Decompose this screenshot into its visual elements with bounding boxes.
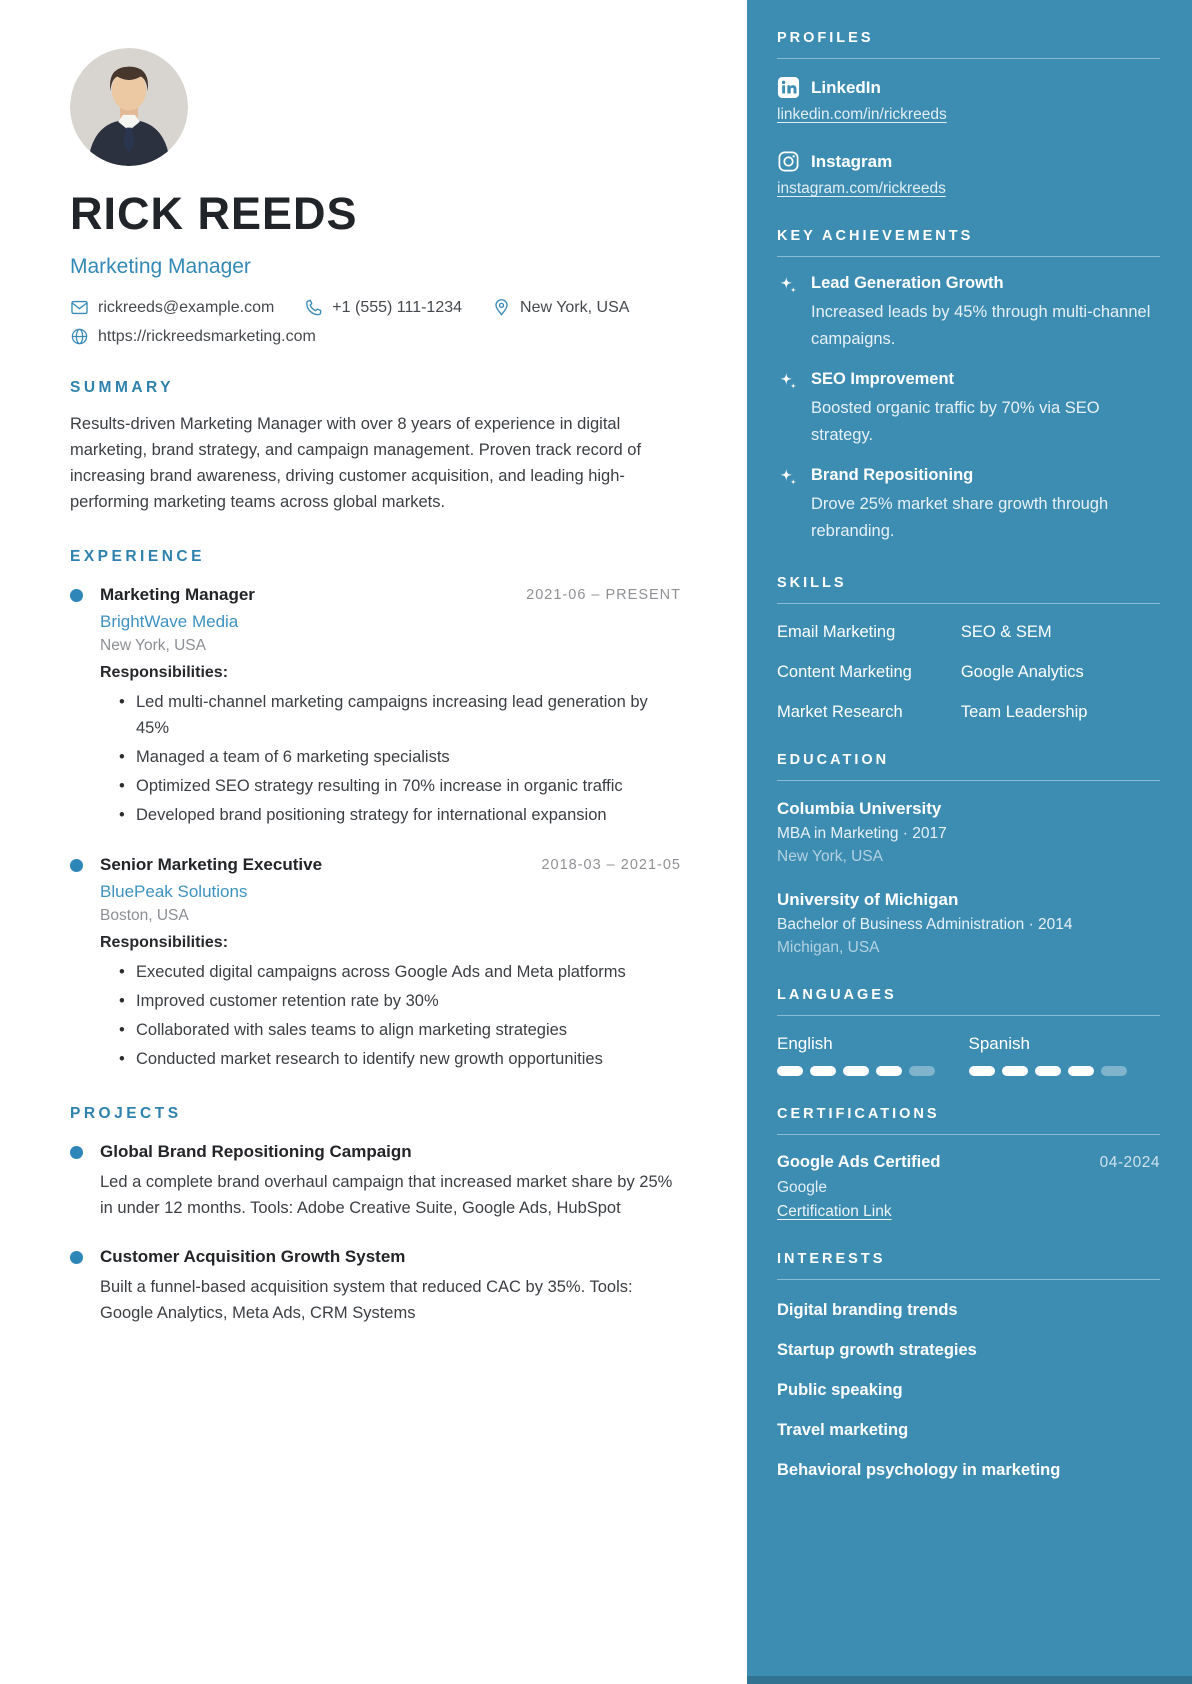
language-level-segment (843, 1066, 869, 1076)
education-degree: MBA in Marketing · 2017 (777, 825, 947, 842)
project-name: Customer Acquisition Growth System (100, 1247, 406, 1266)
job-location: Boston, USA (100, 907, 189, 924)
skills-grid (777, 623, 1160, 722)
contact-website[interactable] (70, 327, 316, 346)
achievement-item (777, 466, 1160, 545)
certification-name: Google Ads Certified (777, 1153, 941, 1171)
language-level-segment (1068, 1066, 1094, 1076)
job-bullet-list (70, 689, 681, 828)
skills-section (777, 575, 1160, 722)
project-item (70, 1142, 681, 1221)
job-bullet: • Conducted market research to identify new growth opportunities (136, 1046, 681, 1072)
email-icon (70, 298, 89, 317)
achievement-name: SEO Improvement (811, 370, 955, 388)
language-level-segment (1035, 1066, 1061, 1076)
section-divider (777, 256, 1160, 257)
job-bullet: • Executed digital campaigns across Google Ads and Meta platforms (136, 959, 681, 985)
skill-item: Email Marketing (777, 623, 896, 641)
globe-icon (70, 327, 89, 346)
experience-section-title: EXPERIENCE (70, 548, 205, 565)
sparkle-icon (777, 370, 799, 392)
project-name: Global Brand Repositioning Campaign (100, 1142, 412, 1161)
skill-item: Content Marketing (777, 663, 912, 681)
achievements-section-title: KEY ACHIEVEMENTS (777, 228, 974, 244)
language-level-bars (777, 1066, 969, 1076)
summary-section-title: SUMMARY (70, 379, 175, 396)
contact-location (492, 298, 629, 317)
job-dates: 2018-03 – 2021-05 (541, 857, 681, 873)
job-bullet-list (70, 959, 681, 1072)
language-level-segment (777, 1066, 803, 1076)
profile-photo (70, 48, 188, 166)
job-header (70, 585, 681, 605)
sidebar (747, 0, 1192, 1684)
achievement-description: Increased leads by 45% through multi-channel campaigns. (811, 303, 1151, 348)
section-divider (777, 1134, 1160, 1135)
language-name: English (777, 1034, 833, 1053)
languages-grid (777, 1034, 1160, 1076)
project-header (70, 1142, 681, 1162)
section-divider (777, 1015, 1160, 1016)
interest-item: Public speaking (777, 1381, 903, 1399)
project-item (70, 1247, 681, 1326)
language-level-segment (909, 1066, 935, 1076)
profile-linkedin (777, 76, 1160, 124)
instagram-icon (777, 150, 800, 173)
achievements-section (777, 228, 1160, 545)
skill-item: Google Analytics (960, 663, 1084, 681)
interests-section (777, 1251, 1160, 1480)
skill-item: Market Research (777, 703, 903, 721)
responsibilities-label: Responsibilities: (100, 934, 229, 951)
language-level-segment (1101, 1066, 1127, 1076)
education-location: New York, USA (777, 848, 883, 865)
achievement-item (777, 274, 1160, 353)
project-header (70, 1247, 681, 1267)
language-level-segment (969, 1066, 995, 1076)
education-item (777, 890, 1160, 957)
sparkle-icon (777, 466, 799, 488)
job-bullet: • Managed a team of 6 marketing specialists (136, 744, 681, 770)
skill-item: SEO & SEM (960, 623, 1052, 641)
bullet-dot-icon (70, 1146, 83, 1159)
section-divider (777, 1279, 1160, 1280)
achievement-description: Drove 25% market share growth through rebranding. (811, 495, 1109, 540)
job-bullet: • Optimized SEO strategy resulting in 70% increase in organic traffic (136, 773, 681, 799)
certification-issuer: Google (777, 1179, 827, 1196)
job-bullet: • Developed brand positioning strategy for international expansion (136, 802, 681, 828)
job-title: Marketing Manager (70, 255, 251, 278)
language-level-segment (810, 1066, 836, 1076)
contact-website-value[interactable]: https://rickreedsmarketing.com (98, 327, 316, 345)
projects-section-title: PROJECTS (70, 1105, 182, 1122)
responsibilities-label: Responsibilities: (100, 664, 229, 681)
sparkle-icon (777, 274, 799, 296)
phone-icon (304, 298, 323, 317)
interest-item: Travel marketing (777, 1421, 909, 1439)
bullet-dot-icon (70, 1251, 83, 1264)
education-item (777, 799, 1160, 866)
project-description: Led a complete brand overhaul campaign that increased market share by 25% in under 12 months. Tools: Adobe Creative Suite, Google Ads, HubSpot (100, 1173, 673, 1217)
interest-item: Startup growth strategies (777, 1341, 977, 1359)
contact-info (70, 298, 681, 346)
profile-network-label: Instagram (811, 151, 893, 171)
location-pin-icon (492, 298, 511, 317)
certification-link[interactable]: Certification Link (777, 1203, 892, 1220)
summary-text: Results-driven Marketing Manager with over 8 years of experience in digital marketing, brand strategy, and campaign management. Proven track record of increasing brand awareness, driving customer acquisition, and leading high-performing marketing teams across global markets. (70, 415, 642, 511)
language-level-bars (969, 1066, 1161, 1076)
languages-section-title: LANGUAGES (777, 987, 897, 1003)
project-description: Built a funnel-based acquisition system that reduced CAC by 35%. Tools: Google Analytics, Meta Ads, CRM Systems (100, 1278, 633, 1322)
interest-item: Behavioral psychology in marketing (777, 1461, 1061, 1479)
interests-section-title: INTERESTS (777, 1251, 886, 1267)
language-level-segment (1002, 1066, 1028, 1076)
job-bullet: • Collaborated with sales teams to align marketing strategies (136, 1017, 681, 1043)
languages-section (777, 987, 1160, 1076)
education-school: University of Michigan (777, 890, 959, 909)
profile-linkedin-link[interactable]: linkedin.com/in/rickreeds (777, 106, 947, 123)
skills-section-title: SKILLS (777, 575, 847, 591)
achievement-name: Brand Repositioning (811, 466, 974, 484)
interest-item: Digital branding trends (777, 1301, 958, 1319)
bullet-dot-icon (70, 859, 83, 872)
contact-phone-value: +1 (555) 111-1234 (332, 298, 463, 316)
section-divider (777, 780, 1160, 781)
job-location: New York, USA (100, 637, 206, 654)
education-section (777, 752, 1160, 957)
skill-item: Team Leadership (960, 703, 1088, 721)
certification-item (777, 1153, 1160, 1221)
avatar-illustration (70, 48, 188, 166)
contact-email-value: rickreeds@example.com (98, 298, 275, 316)
profile-network-label: LinkedIn (811, 77, 881, 97)
contact-email (70, 298, 274, 317)
profile-instagram (777, 150, 1160, 198)
job-dates: 2021-06 – PRESENT (526, 587, 681, 603)
profiles-section-title: PROFILES (777, 30, 874, 46)
experience-item (70, 855, 681, 1072)
certifications-section-title: CERTIFICATIONS (777, 1106, 940, 1122)
section-divider (777, 603, 1160, 604)
achievement-item (777, 370, 1160, 449)
language-item (969, 1034, 1161, 1076)
contact-location-value: New York, USA (520, 298, 630, 316)
job-role: Senior Marketing Executive (100, 855, 323, 874)
bullet-dot-icon (70, 589, 83, 602)
education-section-title: EDUCATION (777, 752, 890, 768)
achievement-description: Boosted organic traffic by 70% via SEO strategy. (811, 399, 1100, 444)
job-company: BrightWave Media (100, 612, 239, 631)
certifications-section (777, 1106, 1160, 1221)
job-header (70, 855, 681, 875)
profile-instagram-link[interactable]: instagram.com/rickreeds (777, 180, 946, 197)
contact-phone (304, 298, 462, 317)
education-degree: Bachelor of Business Administration · 2014 (777, 916, 1073, 933)
job-bullet: • Improved customer retention rate by 30% (136, 988, 681, 1014)
language-item (777, 1034, 969, 1076)
section-divider (777, 58, 1160, 59)
job-role: Marketing Manager (100, 585, 255, 604)
certification-date: 04-2024 (1099, 1154, 1160, 1171)
language-level-segment (876, 1066, 902, 1076)
achievement-name: Lead Generation Growth (811, 274, 1004, 292)
sidebar-bottom-strip (747, 1676, 1192, 1684)
job-bullet: • Led multi-channel marketing campaigns increasing lead generation by 45% (136, 689, 681, 741)
experience-item (70, 585, 681, 828)
page-title: RICK REEDS (70, 188, 358, 239)
job-company: BluePeak Solutions (100, 882, 248, 901)
linkedin-icon (777, 76, 800, 99)
language-name: Spanish (968, 1034, 1030, 1053)
education-school: Columbia University (777, 799, 942, 818)
education-location: Michigan, USA (777, 939, 880, 956)
